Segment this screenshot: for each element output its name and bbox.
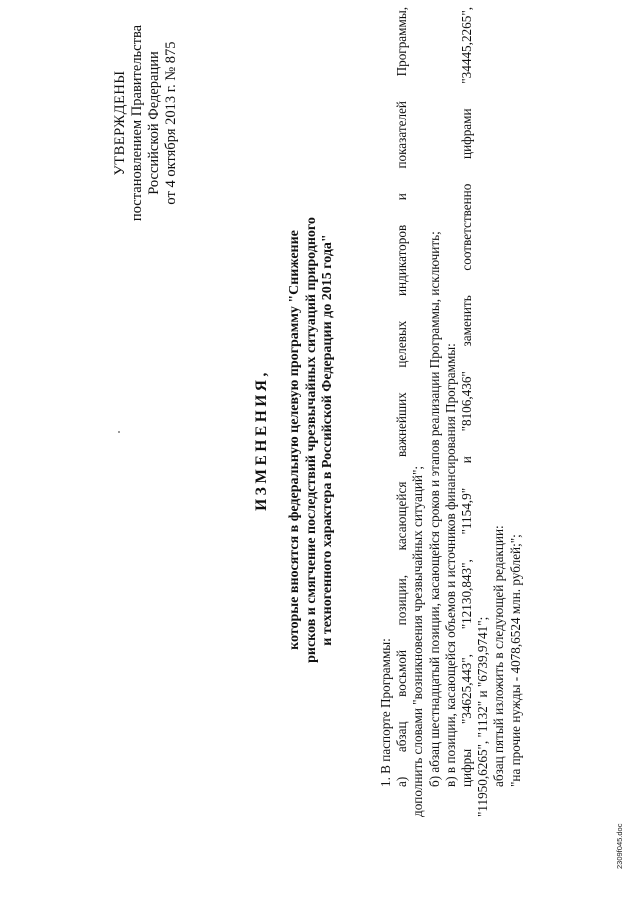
document-file-id: 2309f045.doc bbox=[615, 823, 624, 869]
document-subtitle-line-1: которые вносятся в федеральную целевую программу "Снижение bbox=[287, 230, 302, 650]
document-heading bbox=[253, 215, 337, 665]
paragraph-2-line-2: дополнить словами "возникновения чрезвычайных ситуаций"; bbox=[410, 465, 426, 817]
paragraph-3: б) абзац шестнадцатый позиции, касающейся сроков и этапов реализации Программы, исключить; bbox=[426, 231, 442, 787]
paragraph-4: в) в позиции, касающейся объемов и источников финансирования Программы: bbox=[442, 343, 458, 787]
paragraph-7: "на прочие нужды - 4078,6524 млн. рублей;"; bbox=[507, 534, 523, 787]
paragraph-5-line-2: "11950,6265", "1132" и "6739,9741"; bbox=[475, 616, 491, 817]
approval-line-2: Российской Федерации bbox=[146, 51, 162, 195]
paragraph-2-line-1: а) абзац восьмой позиции, касающейся важнейших целевых индикаторов и показателей Программы, bbox=[394, 7, 410, 787]
document-subtitle-line-2: рисков и смягчение последствий чрезвычайных ситуаций природного bbox=[303, 217, 319, 663]
document-body bbox=[378, 7, 524, 817]
paragraph-5-line-1: цифры "34625,443", "12130,843", "1154,9" и "8106,436" заменить соответственно цифрами "34445,2265", bbox=[459, 7, 475, 787]
paragraph-6: абзац пятый изложить в следующей редакции: bbox=[491, 525, 507, 787]
document-title: ИЗМЕНЕНИЯ, bbox=[253, 369, 270, 511]
scan-speck bbox=[118, 431, 120, 433]
approval-stamp: УТВЕРЖДЕНЫ bbox=[112, 70, 128, 176]
approval-line-3: от 4 октября 2013 г. № 875 bbox=[163, 41, 179, 205]
approval-block bbox=[112, 23, 180, 223]
document-subtitle-line-3: и техногенного характера в Российской Федерации до 2015 года" bbox=[320, 234, 335, 646]
paragraph-1: 1. В паспорте Программы: bbox=[378, 638, 393, 787]
approval-line-1: постановлением Правительства bbox=[129, 24, 145, 222]
